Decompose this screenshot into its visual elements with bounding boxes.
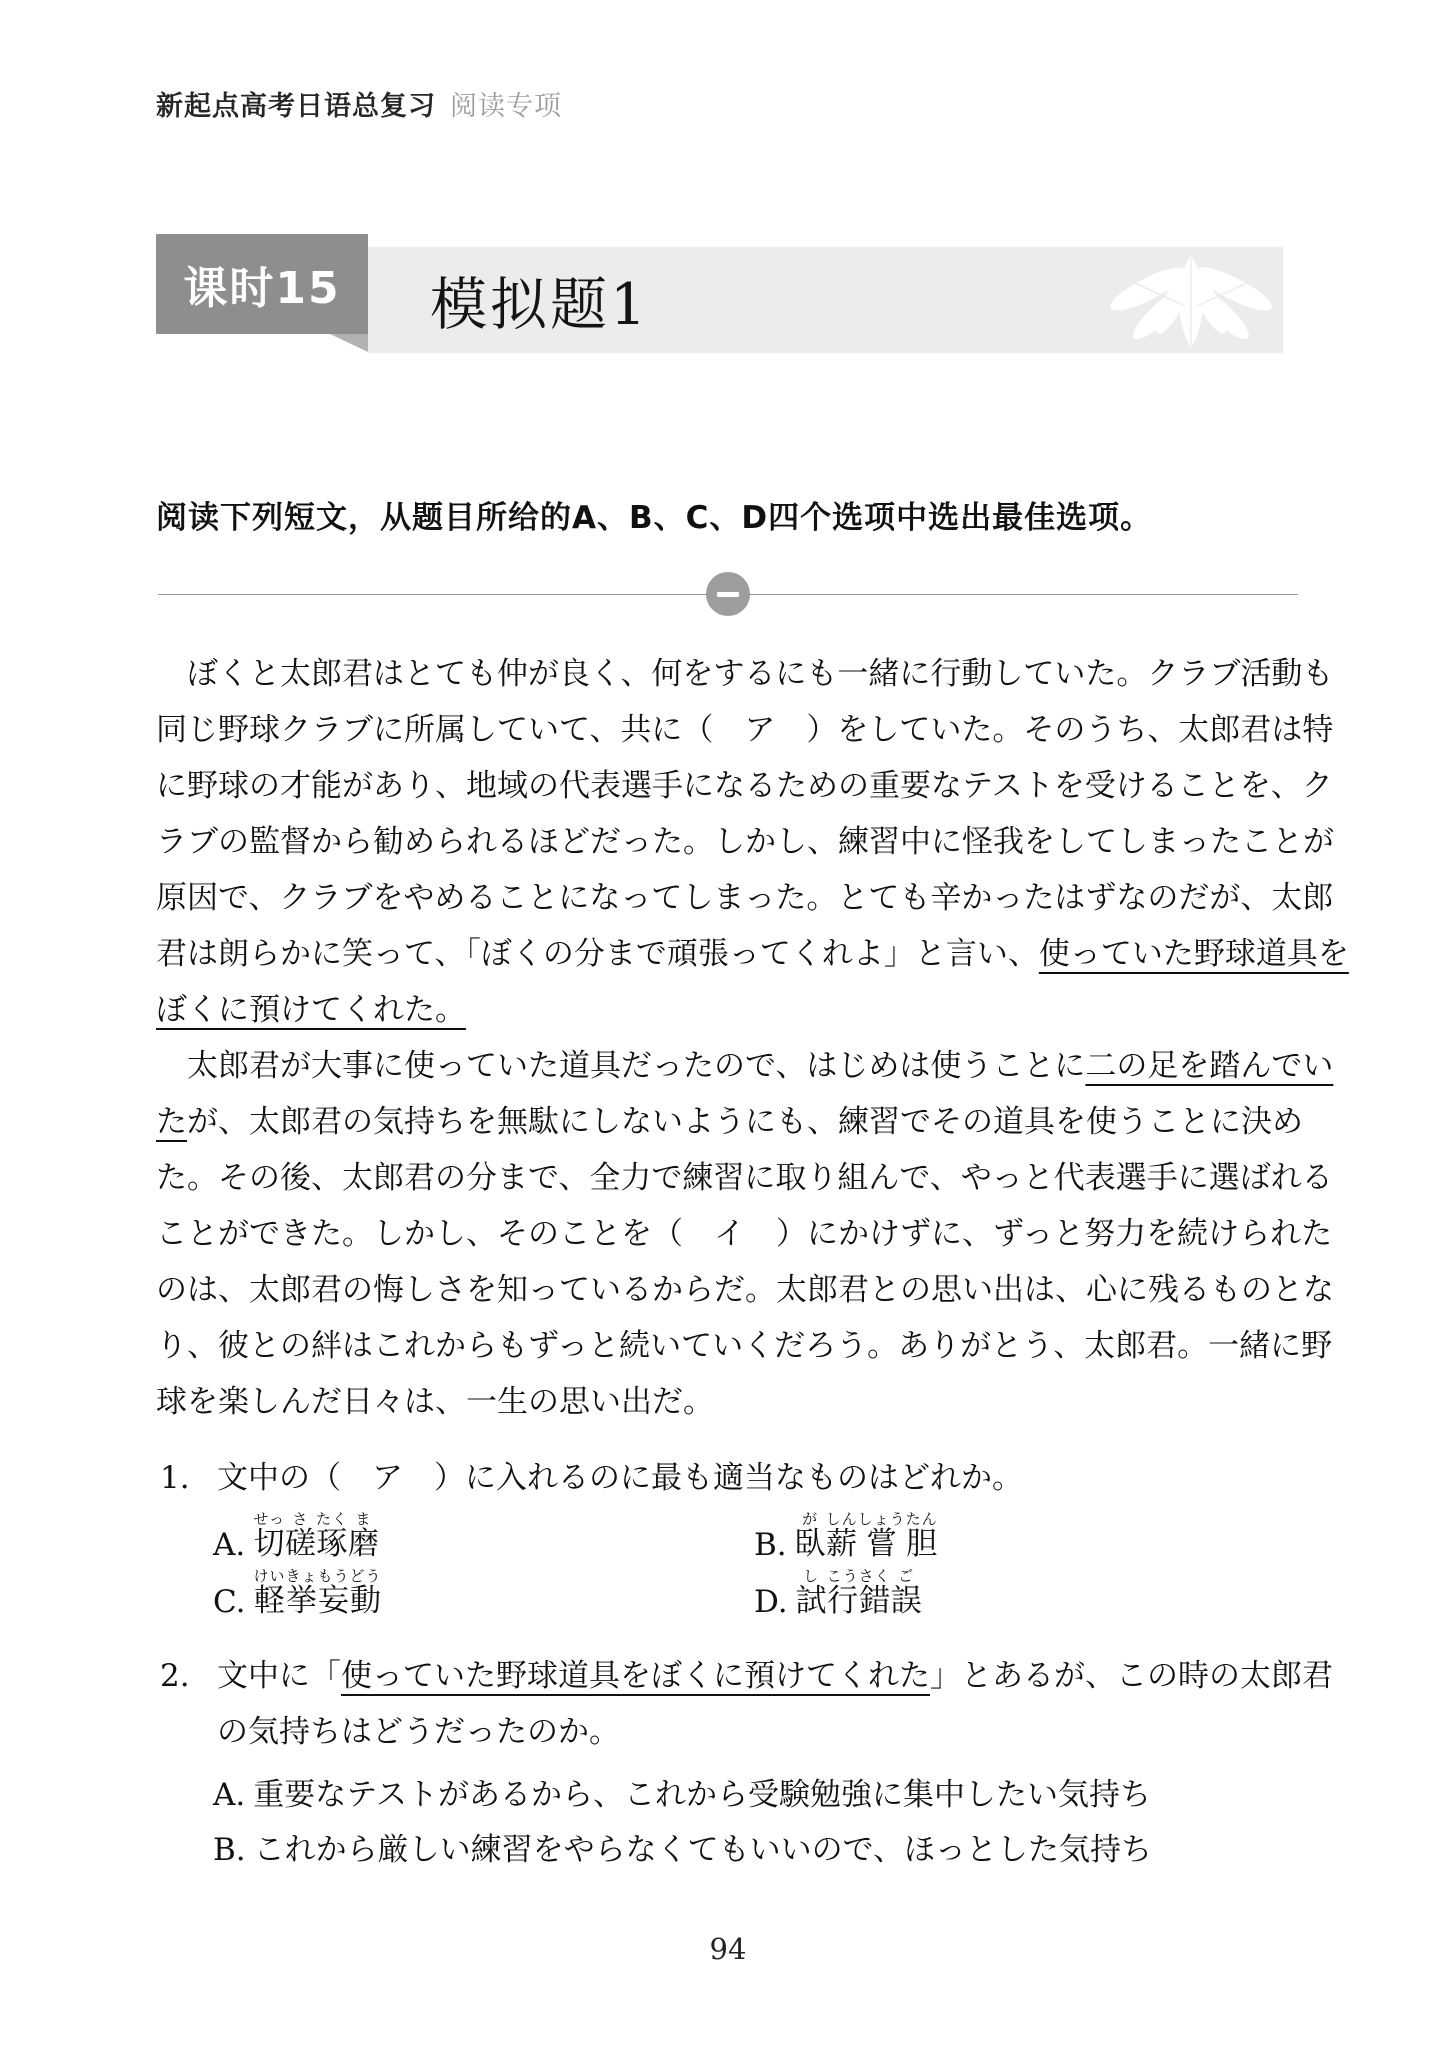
bamboo-leaves-icon	[1101, 251, 1281, 351]
question-2-option	[156, 1823, 1300, 1878]
idiom-with-furigana: 臥が薪しん嘗しょう胆たん	[794, 1510, 938, 1562]
furigana: さ	[284, 1510, 316, 1528]
passage-line	[156, 1150, 1333, 1206]
text-run: 文中に「	[217, 1658, 341, 1694]
text-run: が、太郎君の気持ちを無駄にしないようにも、練習でその道具を使うことに決め	[187, 1104, 1303, 1140]
option-text: これから厳しい練習をやらなくてもいいので、ほっとした気持ち	[253, 1832, 1153, 1868]
passage-line	[156, 758, 1333, 814]
idiom-with-furigana: 切せっ磋さ琢たく磨ま	[253, 1510, 379, 1562]
page-header	[156, 84, 562, 123]
text-run: 球を楽しんだ日々は、一生の思い出だ。	[156, 1384, 714, 1420]
furigana: どう	[349, 1567, 382, 1585]
lesson-label: 课时15	[183, 263, 341, 314]
option-label: C.	[213, 1584, 246, 1620]
furigana: しん	[825, 1510, 858, 1528]
text-run: 原因で、クラブをやめることになってしまった。とても辛かったはずなのだが、太郎	[156, 880, 1334, 916]
furigana: けい	[253, 1567, 286, 1585]
passage-line	[156, 1374, 1300, 1430]
section-divider	[156, 572, 1300, 616]
passage-line	[156, 1038, 1334, 1094]
divider-minus-icon	[706, 572, 750, 616]
question-2-stem-line1	[217, 1648, 1333, 1704]
question-2-stem-line2	[217, 1704, 1300, 1760]
text-run: た。その後、太郎君の分まで、全力で練習に取り組んで、やっと代表選手に選ばれる	[156, 1160, 1333, 1196]
furigana: こう	[826, 1567, 859, 1585]
question-1-stem: 文中の（ ア ）に入れるのに最も適当なものはどれか。	[217, 1460, 1023, 1496]
question-1-option	[213, 1510, 754, 1567]
question-2	[156, 1648, 1333, 1878]
underlined-text: 二の足を踏んでい	[1085, 1048, 1334, 1084]
idiom-with-furigana: 軽けい挙きょ妄もう動どう	[253, 1567, 382, 1619]
text-run: のは、太郎君の悔しさを知っているからだ。太郎君との思い出は、心に残るものとな	[156, 1272, 1334, 1308]
instruction-text: 阅读下列短文，从题目所给的A、B、C、D四个选项中选出最佳选项。	[156, 500, 1153, 536]
question-2-stem-row	[156, 1648, 1333, 1704]
passage-line	[156, 1318, 1333, 1374]
passage-line	[156, 646, 1334, 702]
furigana: きょ	[285, 1567, 318, 1585]
underlined-text: 使っていた野球道具を	[1038, 936, 1349, 972]
furigana: が	[794, 1510, 826, 1528]
text-run: り、彼との絆はこれからもずっと続いていくだろう。ありがとう、太郎君。一緒に野	[156, 1328, 1333, 1364]
furigana: さく	[858, 1567, 891, 1585]
banner-band	[368, 247, 1283, 353]
text-run: ぼくと太郎君はとても仲が良く、何をするにも一緒に行動していた。クラブ活動も	[156, 656, 1334, 692]
passage-line	[156, 926, 1349, 982]
option-label: B.	[213, 1832, 246, 1868]
passage-line	[156, 982, 1300, 1038]
furigana: たん	[905, 1510, 938, 1528]
underlined-text: た	[156, 1104, 187, 1140]
option-label: A.	[213, 1527, 246, 1563]
minus-glyph	[717, 592, 739, 597]
text-run: 君は朗らかに笑って、「ぼくの分まで頑張ってくれよ」と言い、	[156, 936, 1039, 972]
furigana: ま	[347, 1510, 379, 1528]
passage-line	[156, 814, 1334, 870]
question-1	[156, 1458, 1300, 1624]
furigana: しょう	[857, 1510, 906, 1528]
question-1-number: 1.	[160, 1460, 190, 1496]
text-run: 」とあるが、この時の太郎君	[930, 1658, 1333, 1694]
question-2-number: 2.	[160, 1658, 190, 1694]
passage-line	[156, 1262, 1334, 1318]
furigana: ご	[890, 1567, 922, 1585]
book-title: 新起点高考日语总复习	[156, 91, 436, 122]
question-1-options	[156, 1510, 1300, 1624]
passage-line	[156, 1094, 1303, 1150]
idiom-with-furigana: 試し行こう錯さく誤ご	[795, 1567, 922, 1619]
page-number: 94	[709, 1932, 747, 1966]
text-run: ラブの監督から勧められるほどだった。しかし、練習中に怪我をしてしまったことが	[156, 824, 1334, 860]
question-1-option	[754, 1510, 1300, 1567]
reading-passage	[156, 646, 1349, 1430]
underlined-text: 使っていた野球道具をぼくに預けてくれた	[341, 1658, 930, 1694]
section-title: 阅读专项	[450, 91, 562, 122]
question-1-option	[754, 1567, 1300, 1624]
furigana: し	[795, 1567, 827, 1585]
text-run: 太郎君が大事に使っていた道具だったので、はじめは使うことに	[156, 1048, 1086, 1084]
option-label: B.	[754, 1527, 787, 1563]
furigana: たく	[315, 1510, 348, 1528]
passage-line	[156, 702, 1334, 758]
question-2-option	[156, 1768, 1300, 1823]
lesson-label-box	[156, 234, 368, 334]
question-1-option	[213, 1567, 754, 1624]
question-2-options	[156, 1768, 1300, 1878]
text-run: に野球の才能があり、地域の代表選手になるための重要なテストを受けることを、ク	[156, 768, 1333, 804]
furigana: もう	[317, 1567, 350, 1585]
passage-line	[156, 1206, 1333, 1262]
option-label: A.	[213, 1777, 246, 1813]
option-label: D.	[754, 1584, 788, 1620]
text-run: 同じ野球クラブに所属していて、共に（ ア ）をしていた。そのうち、太郎君は特	[156, 712, 1334, 748]
furigana: せっ	[253, 1510, 285, 1528]
option-text: 重要なテストがあるから、これから受験勉強に集中したい気持ち	[253, 1777, 1152, 1813]
text-run: ことができた。しかし、そのことを（ イ ）にかけずに、ずっと努力を続けられた	[156, 1216, 1333, 1252]
banner-title: 模拟题1	[430, 272, 650, 338]
banner-fold-corner	[330, 334, 368, 352]
question-1-stem-row	[156, 1458, 1300, 1498]
text-run: の気持ちはどうだったのか。	[217, 1714, 620, 1750]
underlined-text: ぼくに預けてくれた。	[156, 992, 466, 1028]
passage-line	[156, 870, 1334, 926]
